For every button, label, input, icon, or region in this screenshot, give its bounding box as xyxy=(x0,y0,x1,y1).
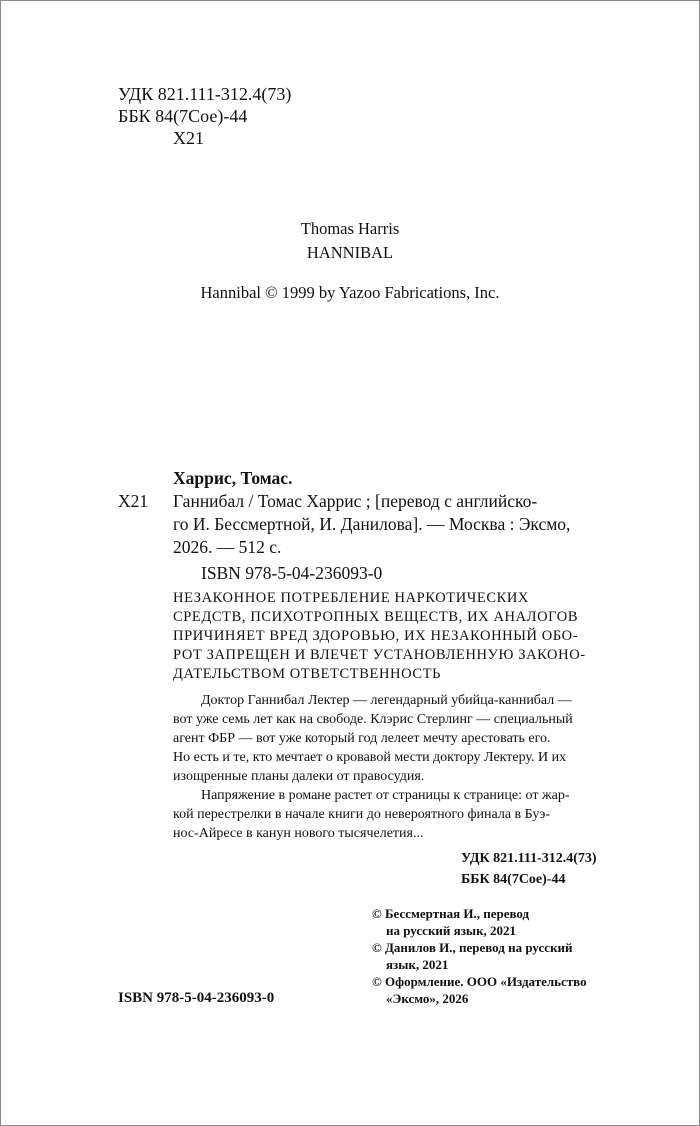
annotation-line: Доктор Ганнибал Лектер — легендарный убийца-каннибал — xyxy=(201,693,572,708)
rights-line: © Данилов И., перевод на русский xyxy=(372,940,573,955)
annotation-line: изощренные планы далеки от правосудия. xyxy=(173,769,425,784)
rights-line: «Эксмо», 2026 xyxy=(386,991,469,1006)
warning-line: ПРИЧИНЯЕТ ВРЕД ЗДОРОВЬЮ, ИХ НЕЗАКОННЫЙ ОБО- xyxy=(173,628,579,644)
annotation-line: вот уже семь лет как на свободе. Клэрис Стерлинг — специальный xyxy=(173,712,573,727)
warning-line: ДАТЕЛЬСТВОМ ОТВЕТСТВЕННОСТЬ xyxy=(173,666,442,682)
warning-line: СРЕДСТВ, ПСИХОТРОПНЫХ ВЕЩЕСТВ, ИХ АНАЛОГОВ xyxy=(173,609,579,625)
bottom-isbn: ISBN 978-5-04-236093-0 xyxy=(118,990,275,1006)
warning-line: РОТ ЗАПРЕЩЕН И ВЛЕЧЕТ УСТАНОВЛЕННУЮ ЗАКОНО- xyxy=(173,647,586,663)
annotation-line: кой перестрелки в начале книги до невероятного финала в Буэ- xyxy=(173,807,551,822)
footer-udk-code: УДК 821.111-312.4(73) xyxy=(461,851,597,866)
annotation-line: нос-Айресе в канун нового тысячелетия... xyxy=(173,826,424,841)
original-title: HANNIBAL xyxy=(306,243,394,262)
catalog-heading: Харрис, Томас. xyxy=(173,468,293,488)
bbk-code: ББК 84(7Сое)-44 xyxy=(118,106,248,126)
footer-bbk-code: ББК 84(7Сое)-44 xyxy=(461,872,566,887)
original-author: Thomas Harris xyxy=(300,219,400,238)
catalog-description-line: 2026. — 512 с. xyxy=(173,537,282,557)
annotation-line: Но есть и те, кто мечтает о кровавой мести доктору Лектеру. И их xyxy=(173,750,567,765)
rights-line: на русский язык, 2021 xyxy=(386,923,517,938)
catalog-description-line: го И. Бессмертной, И. Данилова]. — Москва : Эксмо, xyxy=(173,514,571,534)
warning-line: НЕЗАКОННОЕ ПОТРЕБЛЕНИЕ НАРКОТИЧЕСКИХ xyxy=(173,590,530,606)
rights-line: © Оформление. ООО «Издательство xyxy=(372,974,587,989)
rights-line: язык, 2021 xyxy=(386,957,449,972)
catalog-isbn: ISBN 978-5-04-236093-0 xyxy=(201,563,383,583)
author-mark: Х21 xyxy=(173,128,204,148)
annotation-line: Напряжение в романе растет от страницы к странице: от жар- xyxy=(201,788,570,803)
rights-line: © Бессмертная И., перевод xyxy=(372,906,530,921)
udk-code: УДК 821.111-312.4(73) xyxy=(118,84,292,104)
annotation-line: агент ФБР — вот уже который год лелеет мечту арестовать его. xyxy=(173,731,551,746)
catalog-author-mark: Х21 xyxy=(118,491,149,511)
original-copyright: Hannibal © 1999 by Yazoo Fabrications, Inc. xyxy=(200,283,500,302)
catalog-description-line: Ганнибал / Томас Харрис ; [перевод с английско- xyxy=(173,491,538,511)
